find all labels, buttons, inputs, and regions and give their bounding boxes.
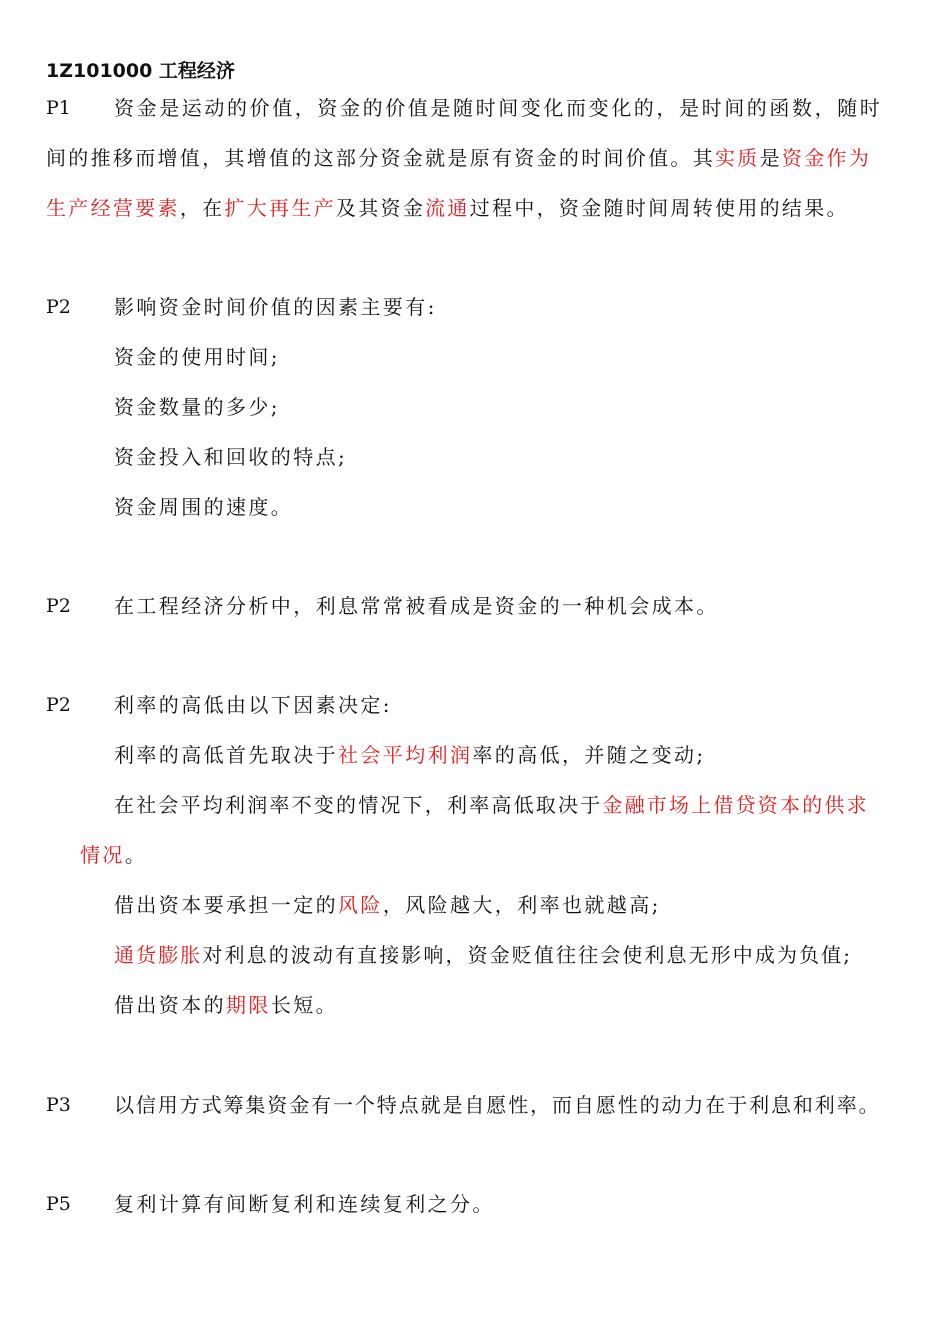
page-ref-p2: P2 [46, 694, 71, 716]
item-text: 对利息的波动有直接影响，资金贬值往往会使利息无形中成为负值; [202, 943, 853, 967]
item-text: 长短。 [270, 993, 339, 1017]
item-text: 在社会平均利润率不变的情况下，利率高低取决于 [114, 793, 603, 817]
p1-text: 过程中，资金随时间周转使用的结果。 [469, 196, 849, 220]
highlight-supply-demand: 金融市场上借贷资本的供求 [602, 793, 869, 817]
item-text: ，风险越大，利率也就越高; [382, 893, 661, 917]
p1-highlight-capital: 资金作为 [781, 146, 872, 170]
list-item [114, 893, 661, 917]
p1-highlight-factor: 生产经营要素 [46, 196, 180, 220]
p1-text: ，在 [179, 196, 225, 220]
page-ref-p2: P2 [46, 595, 71, 617]
list-item: 资金的使用时间; [114, 345, 280, 369]
highlight-inflation: 通货膨胀 [114, 943, 203, 967]
highlight-avg-profit: 社会平均利润 [338, 743, 473, 767]
p1-text: 是 [759, 146, 782, 170]
item-text: 率的高低，并随之变动; [472, 743, 706, 767]
p2a-intro: 影响资金时间价值的因素主要有: [114, 295, 437, 319]
highlight-risk: 风险 [338, 893, 383, 917]
p2c-intro: 利率的高低由以下因素决定: [114, 693, 392, 717]
list-item: 资金数量的多少; [114, 395, 280, 419]
page-ref-p5: P5 [46, 1193, 71, 1215]
list-item-continued [80, 843, 147, 867]
p1-highlight-flow: 流通 [425, 196, 470, 220]
list-item [114, 943, 852, 967]
item-text: 。 [124, 843, 148, 867]
p5-text: 复利计算有间断复利和连续复利之分。 [114, 1192, 495, 1216]
page-ref-p1: P1 [46, 97, 71, 119]
highlight-situation: 情况 [80, 843, 125, 867]
p1-line-2 [46, 146, 871, 170]
page-ref-p2: P2 [46, 296, 71, 318]
p2b-text: 在工程经济分析中，利息常常被看成是资金的一种机会成本。 [114, 594, 719, 618]
list-item [114, 793, 869, 817]
p1-line-3 [46, 196, 849, 220]
p1-highlight-essence: 实质 [715, 146, 760, 170]
p1-highlight-expand: 扩大再生产 [224, 196, 336, 220]
item-text: 利率的高低首先取决于 [114, 743, 338, 767]
p1-text: 间的推移而增值，其增值的这部分资金就是原有资金的时间价值。其 [46, 146, 715, 170]
p1-line-1: 资金是运动的价值，资金的价值是随时间变化而变化的，是时间的函数，随时 [114, 96, 883, 120]
p1-text: 及其资金 [335, 196, 426, 220]
section-heading: 1Z101000 工程经济 [46, 60, 235, 82]
list-item [114, 743, 706, 767]
page-ref-p3: P3 [46, 1094, 71, 1116]
item-text: 借出资本的 [114, 993, 226, 1017]
p3-text: 以信用方式筹集资金有一个特点就是自愿性，而自愿性的动力在于利息和利率。 [114, 1093, 881, 1117]
list-item [114, 993, 338, 1017]
item-text: 借出资本要承担一定的 [114, 893, 338, 917]
list-item: 资金周围的速度。 [114, 495, 294, 519]
highlight-term: 期限 [226, 993, 271, 1017]
list-item: 资金投入和回收的特点; [114, 445, 348, 469]
